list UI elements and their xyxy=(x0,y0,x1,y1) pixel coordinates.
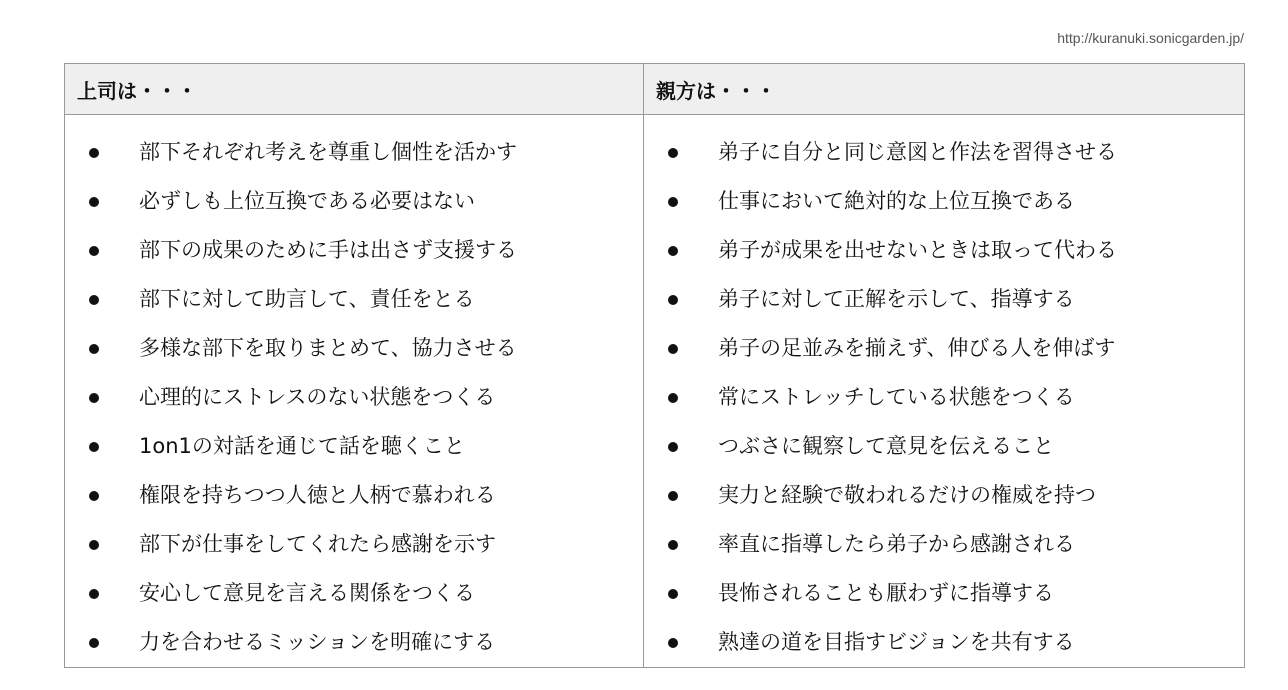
list-item xyxy=(644,471,1244,520)
boss-item-list xyxy=(65,128,643,667)
bullet-icon xyxy=(668,197,678,207)
list-item-text: 仕事において絶対的な上位互換である xyxy=(718,189,1075,213)
list-item-text: 権限を持ちつつ人徳と人柄で慕われる xyxy=(139,483,496,507)
bullet-icon xyxy=(668,344,678,354)
bullet-icon xyxy=(89,344,99,354)
master-item-list xyxy=(644,128,1244,667)
list-item-text: 常にストレッチしている状態をつくる xyxy=(718,385,1075,409)
bullet-icon xyxy=(89,148,99,158)
bullet-icon xyxy=(668,638,678,648)
bullet-icon xyxy=(668,246,678,256)
list-item xyxy=(65,569,643,618)
list-item xyxy=(644,275,1244,324)
list-item xyxy=(65,373,643,422)
list-item xyxy=(644,569,1244,618)
list-item xyxy=(644,618,1244,667)
list-item xyxy=(65,520,643,569)
list-item xyxy=(644,373,1244,422)
list-item-text: 畏怖されることも厭わずに指導する xyxy=(718,581,1054,605)
list-item xyxy=(644,324,1244,373)
column-cell-boss xyxy=(65,115,644,668)
list-item xyxy=(65,128,643,177)
list-item-text: 弟子に対して正解を示して、指導する xyxy=(718,287,1075,311)
bullet-icon xyxy=(668,491,678,501)
list-item xyxy=(65,177,643,226)
list-item xyxy=(65,275,643,324)
list-item-text: 弟子の足並みを揃えず、伸びる人を伸ばす xyxy=(718,336,1116,360)
list-item-text: 部下に対して助言して、責任をとる xyxy=(139,287,475,311)
body-row xyxy=(65,115,1245,668)
list-item xyxy=(65,226,643,275)
list-item-text: 弟子が成果を出せないときは取って代わる xyxy=(718,238,1117,262)
column-header-master: 親方は・・・ xyxy=(644,64,1245,115)
list-item-text: 多様な部下を取りまとめて、協力させる xyxy=(139,336,517,360)
bullet-icon xyxy=(668,148,678,158)
list-item xyxy=(644,226,1244,275)
bullet-icon xyxy=(89,393,99,403)
list-item xyxy=(644,422,1244,471)
bullet-icon xyxy=(668,442,678,452)
list-item-text: 熟達の道を目指すビジョンを共有する xyxy=(718,630,1075,654)
bullet-icon xyxy=(89,638,99,648)
column-cell-master xyxy=(644,115,1245,668)
list-item-text: 1on1の対話を通じて話を聴くこと xyxy=(139,434,465,458)
list-item xyxy=(644,177,1244,226)
list-item xyxy=(65,618,643,667)
list-item-text: 率直に指導したら弟子から感謝される xyxy=(718,532,1075,556)
list-item xyxy=(644,128,1244,177)
list-item-text: つぶさに観察して意見を伝えること xyxy=(718,434,1054,458)
bullet-icon xyxy=(89,295,99,305)
list-item xyxy=(65,471,643,520)
list-item xyxy=(644,520,1244,569)
list-item-text: 部下それぞれ考えを尊重し個性を活かす xyxy=(139,140,517,164)
list-item-text: 必ずしも上位互換である必要はない xyxy=(139,189,475,213)
list-item-text: 実力と経験で敬われるだけの権威を持つ xyxy=(718,483,1096,507)
list-item-text: 力を合わせるミッションを明確にする xyxy=(139,630,496,654)
list-item-text: 安心して意見を言える関係をつくる xyxy=(139,581,475,605)
bullet-icon xyxy=(89,246,99,256)
header-row xyxy=(65,64,1245,115)
bullet-icon xyxy=(89,491,99,501)
list-item-text: 心理的にストレスのない状態をつくる xyxy=(139,385,496,409)
list-item-text: 部下の成果のために手は出さず支援する xyxy=(139,238,517,262)
bullet-icon xyxy=(668,393,678,403)
bullet-icon xyxy=(89,442,99,452)
bullet-icon xyxy=(668,295,678,305)
bullet-icon xyxy=(89,540,99,550)
bullet-icon xyxy=(89,589,99,599)
comparison-table xyxy=(64,63,1245,668)
bullet-icon xyxy=(668,589,678,599)
list-item-text: 部下が仕事をしてくれたら感謝を示す xyxy=(139,532,496,556)
source-url: http://kuranuki.sonicgarden.jp/ xyxy=(1057,30,1244,46)
column-header-boss: 上司は・・・ xyxy=(65,64,644,115)
list-item xyxy=(65,324,643,373)
bullet-icon xyxy=(668,540,678,550)
bullet-icon xyxy=(89,197,99,207)
list-item xyxy=(65,422,643,471)
list-item-text: 弟子に自分と同じ意図と作法を習得させる xyxy=(718,140,1117,164)
